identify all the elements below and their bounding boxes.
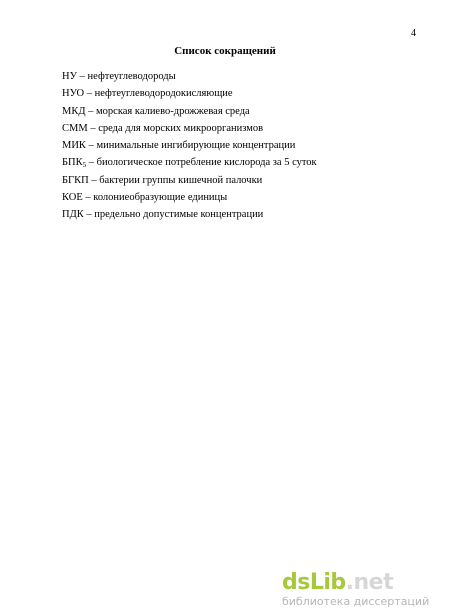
abbreviation-separator: – [85, 140, 97, 152]
abbreviation-item [62, 103, 422, 120]
abbreviation-separator: – [82, 192, 94, 204]
abbreviation-list [62, 68, 422, 224]
abbreviation-term: КОЕ [62, 192, 83, 204]
abbreviation-subscript: 5 [82, 161, 87, 170]
watermark-logo-part1: dsLib [282, 570, 346, 595]
abbreviation-item [62, 120, 422, 137]
abbreviation-definition: предельно допустимые концентрации [94, 209, 264, 221]
abbreviation-item [62, 68, 422, 85]
abbreviation-separator: – [86, 157, 97, 169]
abbreviation-definition: среда для морских микроорганизмов [98, 122, 264, 134]
abbreviation-term: МИК [62, 140, 86, 152]
abbreviation-term: СММ [62, 122, 88, 134]
abbreviation-term: БГКП [62, 174, 89, 186]
abbreviation-item [62, 137, 422, 154]
abbreviation-term: ПДК [62, 209, 84, 221]
abbreviation-item [62, 189, 422, 206]
watermark-logo [282, 571, 432, 595]
abbreviation-item [62, 154, 422, 171]
abbreviation-separator: – [84, 88, 95, 100]
watermark [282, 571, 432, 608]
abbreviation-definition: морская калиево-дрожжевая среда [96, 105, 250, 117]
abbreviation-separator: – [83, 209, 95, 221]
abbreviation-definition: бактерии группы кишечной палочки [99, 174, 263, 186]
abbreviation-item [62, 206, 422, 223]
page-title: Список сокращений [174, 45, 276, 57]
watermark-logo-part2: .net [345, 570, 394, 595]
abbreviation-item [62, 172, 422, 189]
abbreviation-definition: биологическое потребление кислорода за 5 суток [96, 157, 317, 169]
abbreviation-separator: – [85, 105, 97, 117]
abbreviation-separator: – [77, 71, 88, 82]
abbreviation-term: МКД [62, 105, 86, 117]
abbreviation-separator: – [88, 174, 100, 186]
watermark-caption: библиотека диссертаций [282, 595, 430, 608]
abbreviation-separator: – [87, 122, 99, 134]
abbreviation-term: БПК [62, 157, 83, 169]
page-number: 4 [411, 28, 416, 39]
abbreviation-item [62, 85, 422, 102]
abbreviation-term: НУО [62, 88, 85, 100]
abbreviation-definition: минимальные ингибирующие концентрации [96, 140, 296, 152]
abbreviation-definition: нефтеуглеводородокисляющие [94, 88, 233, 100]
abbreviation-definition: колониеобразующие единицы [93, 192, 228, 204]
abbreviation-definition: нефтеуглеводороды [87, 71, 176, 82]
abbreviation-term: НУ [62, 71, 78, 82]
